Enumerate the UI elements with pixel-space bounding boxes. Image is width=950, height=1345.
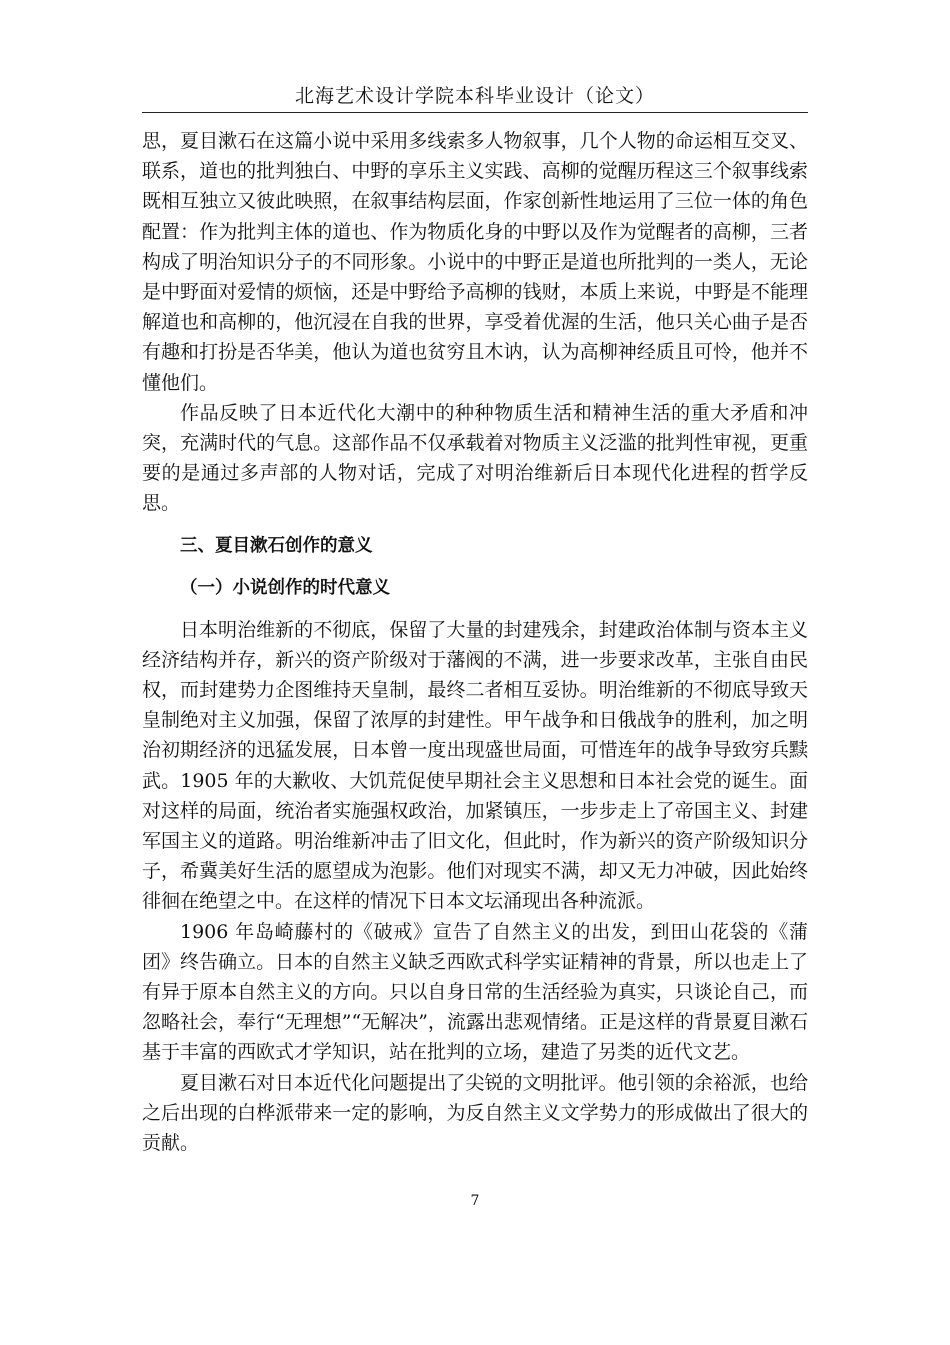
page-number: 7 [470, 1193, 480, 1209]
paragraph: 作品反映了日本近代化大潮中的种种物质生活和精神生活的重大矛盾和冲突，充满时代的气息。这部作品不仅承载着对物质主义泛滥的批判性审视，更重要的是通过多声部的人物对话，完成了对明治维新后日本现代化进程的哲学反思。 [142, 401, 808, 515]
paragraph: 夏目漱石对日本近代化问题提出了尖锐的文明批评。他引领的余裕派，也给之后出现的白桦派带来一定的影响，为反自然主义文学势力的形成做出了很大的贡献。 [142, 1071, 808, 1155]
paragraph: 日本明治维新的不彻底，保留了大量的封建残余，封建政治体制与资本主义经济结构并存，新兴的资产阶级对于藩阀的不满，进一步要求改革，主张自由民权，而封建势力企图维持天皇制，最终二者相互妥协。明治维新的不彻底导致天皇制绝对主义加强，保留了浓厚的封建性。甲午战争和日俄战争的胜利，加之明治初期经济的迅猛发展，日本曾一度出现盛世局面，可惜连年的战争导致穷兵黩武。1905 年的大歉收、大饥荒促使早期社会主义思想和日本社会党的诞生。面对这样的局面，统治者实施强权政治，加紧镇压，一步步走上了帝国主义、封建军国主义的道路。明治维新冲击了旧文化，但此时，作为新兴的资产阶级知识分子，希冀美好生活的愿望成为泡影。他们对现实不满，却又无力冲破，因此始终徘徊在绝望之中。在这样的情况下日本文坛涌现出各种流派。 [142, 618, 808, 913]
header-divider [142, 112, 808, 113]
paragraph-continued: 思，夏目漱石在这篇小说中采用多线索多人物叙事，几个人物的命运相互交叉、联系，道也的批判独白、中野的享乐主义实践、高柳的觉醒历程这三个叙事线索既相互独立又彼此映照，在叙事结构层面，作家创新性地运用了三位一体的角色配置：作为批判主体的道也、作为物质化身的中野以及作为觉醒者的高柳，三者构成了明治知识分子的不同形象。小说中的中野正是道也所批判的一类人，无论是中野面对爱情的烦恼，还是中野给予高柳的钱财，本质上来说，中野是不能理解道也和高柳的，他沉浸在自我的世界，享受着优渥的生活，他只关心曲子是否有趣和打扮是否华美，他认为道也贫穷且木讷，认为高柳神经质且可怜，他并不懂他们。 [142, 130, 808, 394]
paragraph: 1906 年岛崎藤村的《破戒》宣告了自然主义的出发，到田山花袋的《蒲团》终告确立。日本的自然主义缺乏西欧式科学实证精神的背景，所以也走上了有异于原本自然主义的方向。只以自身日常的生活经验为真实，只谈论自己，而忽略社会，奉行“无理想”“无解决”，流露出悲观情绪。正是这样的背景夏目漱石基于丰富的西欧式才学知识，站在批判的立场，建造了另类的近代文艺。 [142, 920, 808, 1064]
subsection-heading: （一）小说创作的时代意义 [180, 577, 390, 598]
section-heading: 三、夏目漱石创作的意义 [180, 535, 373, 556]
page-header-title: 北海艺术设计学院本科毕业设计（论文） [294, 85, 655, 107]
document-body [142, 126, 808, 1158]
